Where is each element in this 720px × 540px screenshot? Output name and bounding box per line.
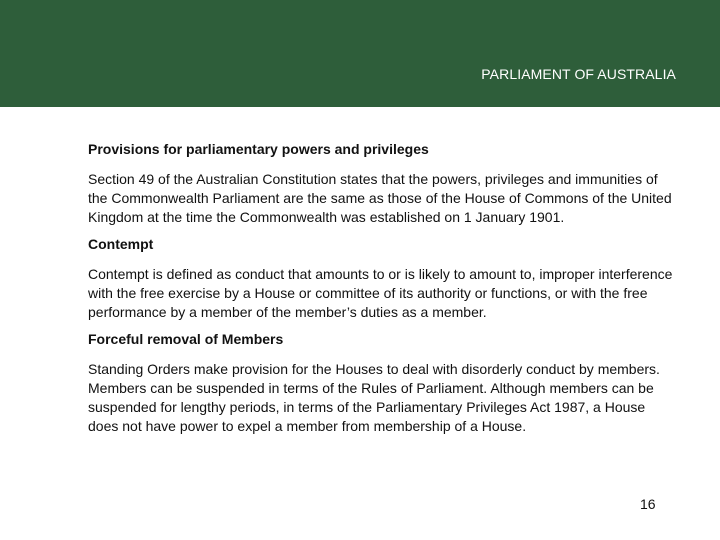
section-body-removal: Standing Orders make provision for the Houses to deal with disorderly conduct by members. Members can be suspended in terms of the Rules of Parliament. Although members can be suspended for lengthy periods, in terms of the Parliamentary Privileges Act 1987, a House does not have power to expel a member from membership of a House.	[88, 361, 660, 434]
section-body-privileges: Section 49 of the Australian Constitution states that the powers, privileges and immunities of the Commonwealth Parliament are the same as those of the House of Commons of the United Kingdom at the time the Commonwealth was established on 1 January 1901.	[88, 171, 672, 225]
header-title: PARLIAMENT OF AUSTRALIA	[481, 66, 676, 82]
slide-content	[88, 140, 678, 444]
section-heading-removal: Forceful removal of Members	[88, 331, 284, 347]
section-body-contempt: Contempt is defined as conduct that amounts to or is likely to amount to, improper interference with the free exercise by a House or committee of its authority or functions, or with the free performance by a member of the member’s duties as a member.	[88, 266, 673, 320]
page-number: 16	[640, 496, 656, 512]
section-heading-contempt: Contempt	[88, 236, 154, 252]
header-bar	[0, 0, 720, 107]
section-heading-privileges: Provisions for parliamentary powers and privileges	[88, 141, 429, 157]
